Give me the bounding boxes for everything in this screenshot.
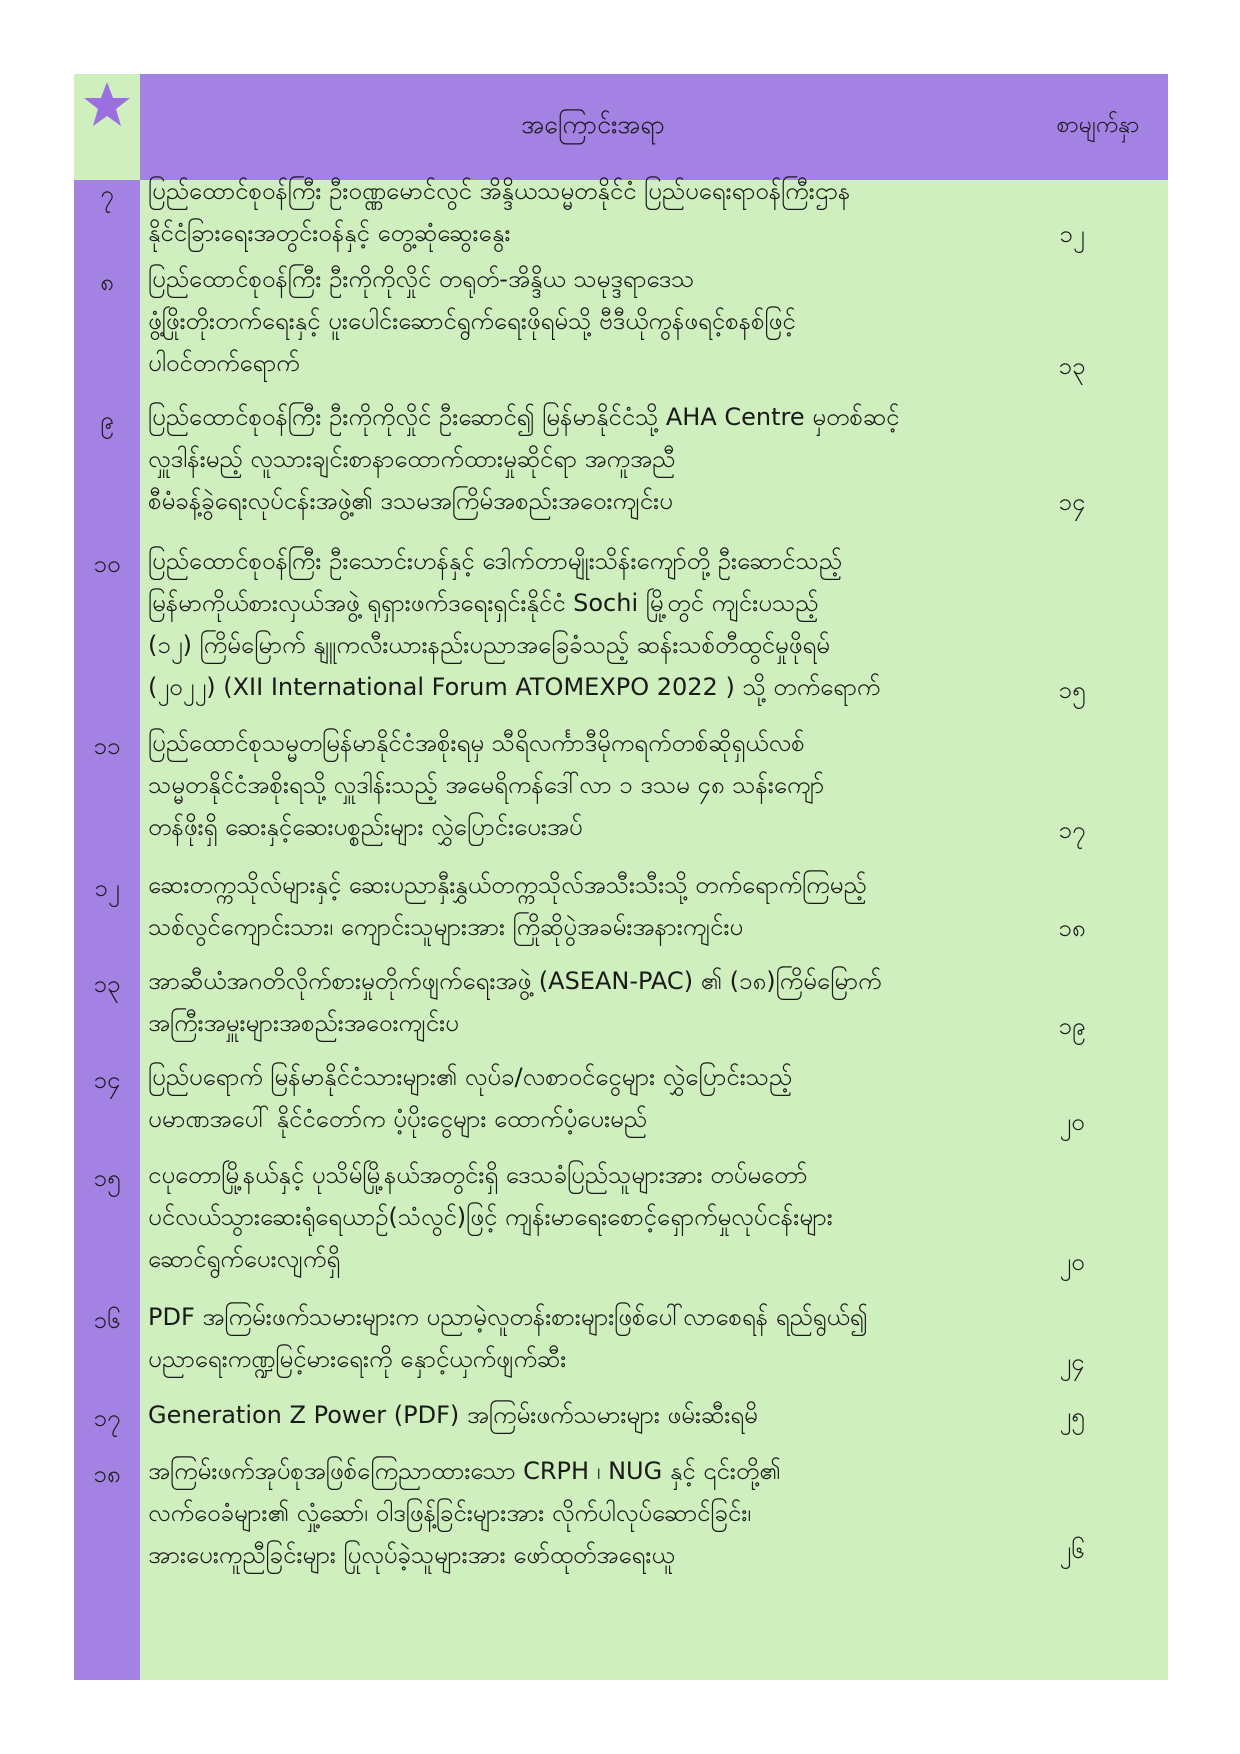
entry-number: ၈ <box>100 268 114 296</box>
toc-entry <box>74 1450 1168 1580</box>
entry-title: ငပုတောမြို့နယ်နှင့် ပုသိမ်မြို့နယ်အတွင်းရှိ ဒေသခံပြည်သူများအား တပ်မတော် ပင်လယ်သွားဆေးရုံရေယာဉ်(သံလွင်)ဖြင့် ကျန်းမာရေးစောင့်ရှောက်မှုလုပ်ငန်းများ ဆောင်ရွက်ပေးလျက်ရှိ <box>148 1161 833 1273</box>
table-of-contents <box>74 74 1168 1680</box>
toc-entry <box>74 1154 1168 1284</box>
entry-page: ၁၂ <box>1059 220 1085 248</box>
entry-number: ၇ <box>100 180 114 208</box>
entry-page: ၁၃ <box>1058 352 1086 380</box>
entry-title: ပြည်ထောင်စုဝန်ကြီး ဦးကိုကိုလှိုင် ဦးဆောင်၍ မြန်မာနိုင်ငံသို့ AHA Centre မှတစ်ဆင့် လှူဒါန်းမည့် လူသားချင်းစာနာထောက်ထားမှုဆိုင်ရာ အကူအညီ စီမံခန့်ခွဲရေးလုပ်ငန်းအဖွဲ့၏ ဒသမအကြိမ်အစည်းအဝေးကျင်းပ <box>148 403 900 515</box>
entry-page: ၁၇ <box>1058 816 1086 844</box>
header-row <box>140 74 1168 180</box>
column-header-title: အကြောင်းအရာ <box>521 109 665 139</box>
entry-page: ၁၅ <box>1058 676 1086 704</box>
entry-number: ၁၂ <box>94 874 120 902</box>
entry-number: ၁၄ <box>93 1066 121 1094</box>
toc-entry <box>74 396 1168 526</box>
entry-number: ၁၁ <box>93 732 121 760</box>
header-corner <box>74 74 140 180</box>
toc-entry <box>74 170 1168 258</box>
entry-number: ၁၅ <box>93 1164 121 1192</box>
star-icon <box>82 80 132 130</box>
toc-entry <box>74 258 1168 388</box>
entry-page: ၁၉ <box>1058 1012 1086 1040</box>
entry-page: ၁၈ <box>1058 914 1086 942</box>
entry-number: ၁၇ <box>93 1404 121 1432</box>
column-header-page: စာမျက်နှာ <box>1056 112 1140 138</box>
entry-page: ၂၅ <box>1059 1402 1085 1430</box>
entry-title: Generation Z Power (PDF) အကြမ်းဖက်သမားများ ဖမ်းဆီးရမိ <box>148 1401 758 1429</box>
entry-number: ၁၆ <box>93 1306 121 1334</box>
entry-number: ၁၀ <box>93 550 121 578</box>
toc-entry <box>74 722 1168 852</box>
entry-page: ၂၆ <box>1059 1536 1085 1564</box>
toc-entry <box>74 1394 1168 1440</box>
entry-title: ဆေးတက္ကသိုလ်များနှင့် ဆေးပညာနှီးနွှယ်တက္ကသိုလ်အသီးသီးသို့ တက်ရောက်ကြမည့် သစ်လွင်ကျောင်းသား၊ ကျောင်းသူများအား ကြိုဆိုပွဲအခမ်းအနားကျင်းပ <box>148 871 867 941</box>
entry-number: ၁၈ <box>93 1460 121 1488</box>
entry-page: ၂၀ <box>1059 1108 1085 1136</box>
toc-entry <box>74 960 1168 1048</box>
entry-page: ၂၄ <box>1059 1348 1085 1376</box>
entry-page: ၂၀ <box>1059 1248 1085 1276</box>
entry-number: ၁၃ <box>93 970 121 998</box>
entry-title: ပြည်ပရောက် မြန်မာနိုင်ငံသားများ၏ လုပ်ခ/လစာဝင်ငွေများ လွှဲပြောင်းသည့် ပမာဏအပေါ် နိုင်ငံတော်က ပံ့ပိုးငွေများ ထောက်ပံ့ပေးမည် <box>148 1063 793 1133</box>
entry-title: ပြည်ထောင်စုဝန်ကြီး ဦးဝဏ္ဏမောင်လွင် အိန္ဒိယသမ္မတနိုင်ငံ ပြည်ပရေးရာဝန်ကြီးဌာန နိုင်ငံခြားရေးအတွင်းဝန်နှင့် တွေ့ဆုံဆွေးနွေး <box>148 177 851 247</box>
entry-title: ပြည်ထောင်စုဝန်ကြီး ဦးသောင်းဟန်နှင့် ဒေါက်တာမျိုးသိန်းကျော်တို့ ဦးဆောင်သည့် မြန်မာကိုယ်စားလှယ်အဖွဲ့ ရုရှားဖက်ဒရေးရှင်းနိုင်ငံ Sochi မြို့တွင် ကျင်းပသည့် (၁၂) ကြိမ်မြောက် နျူကလီးယားနည်းပညာအခြေခံသည့် ဆန်းသစ်တီထွင်မှုဖိုရမ် (၂၀၂၂) (XII International Forum ATOMEXPO 2022 ) သို့ တက်ရောက် <box>148 547 881 701</box>
toc-entry <box>74 1056 1168 1144</box>
entry-title: ပြည်ထောင်စုသမ္မတမြန်မာနိုင်ငံအစိုးရမှ သီရိလင်္ကာဒီမိုကရက်တစ်ဆိုရှယ်လစ် သမ္မတနိုင်ငံအစိုးရသို့ လှူဒါန်းသည့် အမေရိကန်ဒေါ်လာ ၁ ဒသမ ၄၈ သန်းကျော် တန်ဖိုးရှိ ဆေးနှင့်ဆေးပစ္စည်းများ လွှဲပြောင်းပေးအပ် <box>148 729 825 841</box>
toc-entry <box>74 540 1168 712</box>
entry-title: ပြည်ထောင်စုဝန်ကြီး ဦးကိုကိုလှိုင် တရုတ်-အိန္ဒိယ သမုဒ္ဒရာဒေသ ဖွံ့ဖြိုးတိုးတက်ရေးနှင့် ပူးပေါင်းဆောင်ရွက်ရေးဖိုရမ်သို့ ဗီဒီယိုကွန်ဖရင့်စနစ်ဖြင့် ပါဝင်တက်ရောက် <box>148 265 796 377</box>
entry-page: ၁၄ <box>1058 488 1086 516</box>
toc-entry <box>74 864 1168 952</box>
entry-title: PDF အကြမ်းဖက်သမားများက ပညာမဲ့လူတန်းစားများဖြစ်ပေါ်လာစေရန် ရည်ရွယ်၍ ပညာရေးကဏ္ဍမြင့်မားရေးကို နှောင့်ယှက်ဖျက်ဆီး <box>148 1303 868 1373</box>
entry-number: ၉ <box>100 406 114 434</box>
entry-title: အကြမ်းဖက်အုပ်စုအဖြစ်ကြေညာထားသော CRPH ၊ NUG နှင့် ၎င်းတို့၏ လက်ဝေခံများ၏ လှုံ့ဆော်၊ ဝါဒဖြန့်ခြင်းများအား လိုက်ပါလုပ်ဆောင်ခြင်း၊ အားပေးကူညီခြင်းများ ပြုလုပ်ခဲ့သူများအား ဖော်ထုတ်အရေးယူ <box>148 1457 781 1569</box>
toc-entry <box>74 1296 1168 1384</box>
entry-title: အာဆီယံအဂတိလိုက်စားမှုတိုက်ဖျက်ရေးအဖွဲ့ (ASEAN-PAC) ၏ (၁၈)ကြိမ်မြောက် အကြီးအမှူးများအစည်းအဝေးကျင်းပ <box>148 967 882 1037</box>
